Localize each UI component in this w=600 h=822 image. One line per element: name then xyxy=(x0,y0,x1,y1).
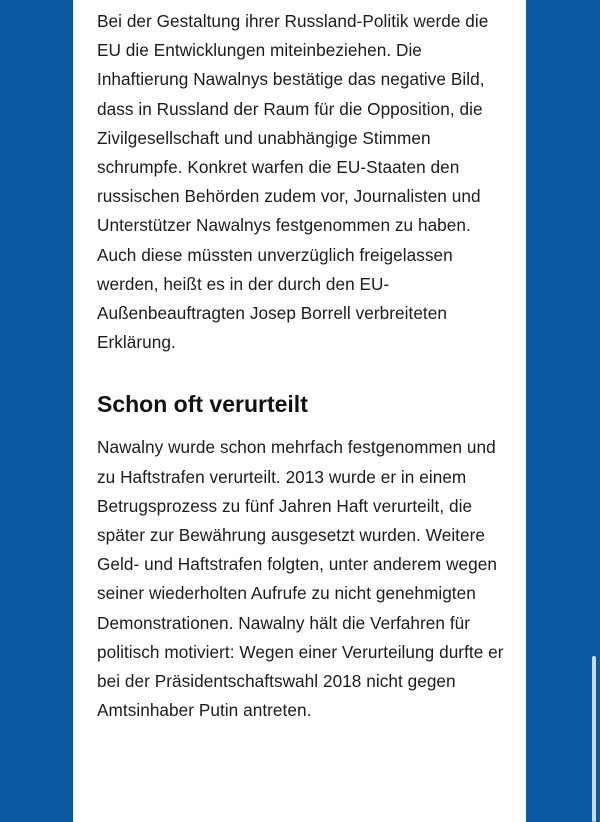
scrollbar-thumb[interactable] xyxy=(592,656,596,822)
section-heading: Schon oft verurteilt xyxy=(97,391,308,418)
page-background-right xyxy=(526,0,600,822)
article-body xyxy=(97,0,507,725)
article-paragraph: Nawalny wurde schon mehrfach festgenommen und zu Haftstrafen verurteilt. 2013 wurde er in einem Betrugsprozess zu fünf Jahren Haft verurteilt, die später zur Bewährung ausgesetzt wurden. Weitere Geld- und Haftstrafen folgten, unter anderem wegen seiner wiederholten Aufrufe zu nicht genehmigten Demonstrationen. Nawalny hält die Verfahren für politisch motiviert: Wegen einer Verurteilung durfte er bei der Präsidentschaftswahl 2018 nicht gegen Amtsinhaber Putin antreten. xyxy=(97,437,504,721)
article-card[interactable] xyxy=(73,0,526,822)
article-paragraph: Bei der Gestaltung ihrer Russland-Politik werde die EU die Entwicklungen miteinbeziehen. Die Inhaftierung Nawalnys bestätige das negative Bild, dass in Russland der Raum für die Opposition, die Zivilgesellschaft und unabhängige Stimmen schrumpfe. Konkret warfen die EU-Staaten den russischen Behörden zudem vor, Journalisten und Unterstützer Nawalnys festgenommen zu haben. Auch diese müssten unverzüglich freigelassen werden, heißt es in der durch den EU-Außenbeauftragten Josep Borrell verbreiteten Erklärung. xyxy=(97,11,489,353)
page-background-left xyxy=(0,0,73,822)
